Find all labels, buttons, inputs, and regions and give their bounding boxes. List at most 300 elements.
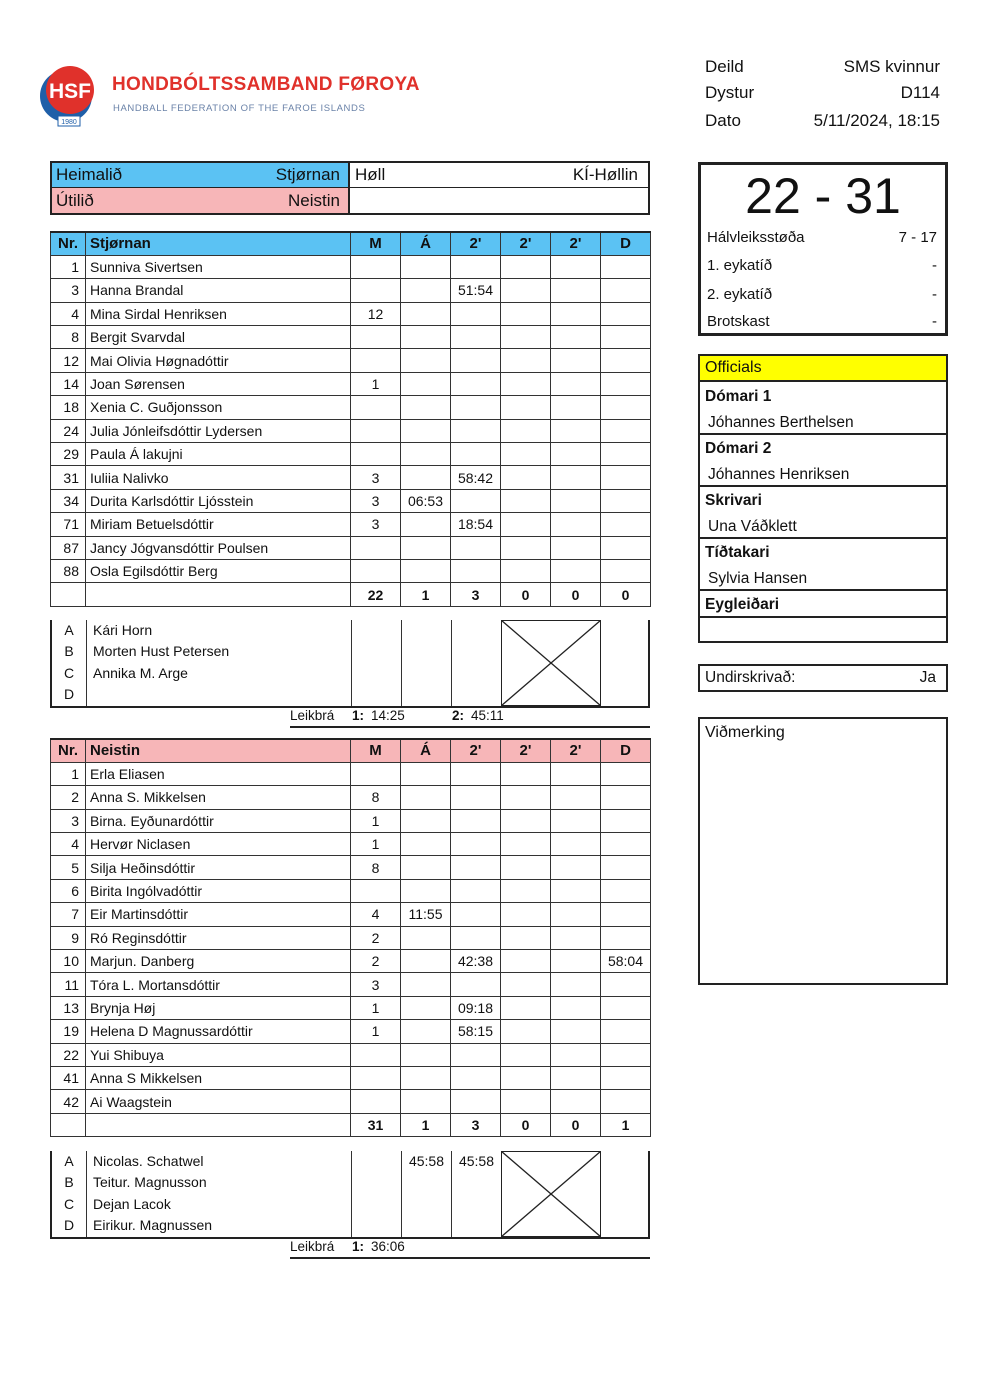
away-team: Neistin bbox=[288, 190, 340, 210]
player-suspension-2 bbox=[501, 255, 551, 278]
player-warning bbox=[401, 396, 451, 419]
player-goals bbox=[351, 443, 401, 466]
player-suspension-1 bbox=[451, 973, 501, 996]
player-suspension-1: 42:38 bbox=[451, 950, 501, 973]
team-official-name: Dejan Lacok bbox=[93, 1195, 171, 1212]
player-suspension-1 bbox=[451, 1090, 501, 1113]
timeout-1-value: 14:25 bbox=[371, 708, 405, 723]
player-suspension-1 bbox=[451, 1043, 501, 1066]
player-suspension-3 bbox=[551, 996, 601, 1019]
player-suspension-2 bbox=[501, 879, 551, 902]
official-letter: C bbox=[63, 664, 75, 681]
away-totals-row bbox=[51, 1113, 651, 1136]
player-warning bbox=[401, 326, 451, 349]
col-nr: Nr. bbox=[51, 739, 86, 762]
player-disqualification bbox=[601, 1066, 651, 1089]
player-warning bbox=[401, 559, 451, 582]
player-number: 9 bbox=[51, 926, 86, 949]
team-official-name: Eirikur. Magnussen bbox=[93, 1216, 213, 1233]
home-total-disq: 0 bbox=[601, 583, 651, 606]
meta-value: D114 bbox=[900, 83, 940, 102]
federation-name: HONDBÓLTSSAMBAND FØROYA bbox=[112, 74, 420, 95]
player-disqualification bbox=[601, 926, 651, 949]
player-warning bbox=[401, 466, 451, 489]
player-disqualification bbox=[601, 419, 651, 442]
player-warning bbox=[401, 996, 451, 1019]
hsf-emblem-icon bbox=[38, 60, 110, 132]
player-warning bbox=[401, 950, 451, 973]
player-suspension-1 bbox=[451, 926, 501, 949]
player-suspension-1 bbox=[451, 326, 501, 349]
player-suspension-1: 51:54 bbox=[451, 279, 501, 302]
player-warning: 06:53 bbox=[401, 489, 451, 512]
score-row-label: 1. eykatíð bbox=[707, 257, 773, 274]
crossed-out-box bbox=[501, 1151, 601, 1237]
player-name: Iuliia Nalivko bbox=[86, 466, 351, 489]
meta-match bbox=[705, 83, 940, 103]
player-name: Joan Sørensen bbox=[86, 372, 351, 395]
home-player-rows bbox=[51, 255, 651, 582]
remarks-box bbox=[698, 717, 948, 985]
player-suspension-3 bbox=[551, 856, 601, 879]
player-suspension-2 bbox=[501, 419, 551, 442]
signed-box bbox=[698, 664, 948, 692]
remarks-label: Viðmerking bbox=[705, 724, 785, 741]
meta-division bbox=[705, 57, 940, 77]
timeout-1-key: 1: bbox=[352, 708, 365, 723]
col-suspension-3: 2' bbox=[551, 739, 601, 762]
player-name: Anna S Mikkelsen bbox=[86, 1066, 351, 1089]
player-number: 14 bbox=[51, 372, 86, 395]
player-number: 24 bbox=[51, 419, 86, 442]
player-suspension-1 bbox=[451, 786, 501, 809]
player-disqualification: 58:04 bbox=[601, 950, 651, 973]
totals-blank bbox=[86, 1113, 351, 1136]
player-warning bbox=[401, 349, 451, 372]
player-disqualification bbox=[601, 559, 651, 582]
player-goals bbox=[351, 1066, 401, 1089]
player-number: 8 bbox=[51, 326, 86, 349]
player-suspension-2 bbox=[501, 1043, 551, 1066]
home-team: Stjørnan bbox=[275, 165, 340, 184]
col-goals: M bbox=[351, 739, 401, 762]
player-row bbox=[51, 833, 651, 856]
col-warning: Á bbox=[401, 232, 451, 255]
player-suspension-1: 58:42 bbox=[451, 466, 501, 489]
player-goals: 2 bbox=[351, 950, 401, 973]
federation-logo bbox=[38, 60, 420, 132]
player-suspension-2 bbox=[501, 1066, 551, 1089]
player-suspension-1 bbox=[451, 903, 501, 926]
player-warning bbox=[401, 1020, 451, 1043]
player-row bbox=[51, 326, 651, 349]
player-name: Erla Eliasen bbox=[86, 762, 351, 785]
col-suspension-2: 2' bbox=[501, 232, 551, 255]
home-roster-team-name: Stjørnan bbox=[86, 232, 351, 255]
player-suspension-3 bbox=[551, 326, 601, 349]
meta-value: SMS kvinnur bbox=[843, 57, 940, 76]
player-name: Silja Heðinsdóttir bbox=[86, 856, 351, 879]
player-name: Osla Egilsdóttir Berg bbox=[86, 559, 351, 582]
away-label: Útilið bbox=[56, 190, 94, 210]
player-number: 87 bbox=[51, 536, 86, 559]
player-goals: 3 bbox=[351, 489, 401, 512]
player-name: Jancy Jógvansdóttir Poulsen bbox=[86, 536, 351, 559]
player-suspension-2 bbox=[501, 326, 551, 349]
player-disqualification bbox=[601, 536, 651, 559]
player-suspension-2 bbox=[501, 466, 551, 489]
player-row bbox=[51, 349, 651, 372]
divider bbox=[700, 589, 946, 591]
player-name: Durita Karlsdóttir Ljósstein bbox=[86, 489, 351, 512]
player-suspension-3 bbox=[551, 973, 601, 996]
player-number: 22 bbox=[51, 1043, 86, 1066]
player-row bbox=[51, 926, 651, 949]
officials-title: Officials bbox=[700, 356, 946, 382]
timeout-label: Leikbrá bbox=[290, 708, 335, 723]
player-disqualification bbox=[601, 279, 651, 302]
player-row bbox=[51, 973, 651, 996]
col-warning: Á bbox=[401, 739, 451, 762]
player-number: 88 bbox=[51, 559, 86, 582]
player-row bbox=[51, 762, 651, 785]
official-role: Eygleiðari bbox=[705, 596, 780, 613]
player-row bbox=[51, 1043, 651, 1066]
home-totals-row bbox=[51, 583, 651, 606]
player-number: 10 bbox=[51, 950, 86, 973]
home-total-susp-1: 3 bbox=[451, 583, 501, 606]
player-suspension-3 bbox=[551, 1043, 601, 1066]
player-goals bbox=[351, 1043, 401, 1066]
player-number: 1 bbox=[51, 762, 86, 785]
meta-date bbox=[705, 111, 940, 131]
player-row bbox=[51, 1090, 651, 1113]
player-warning bbox=[401, 1066, 451, 1089]
player-suspension-3 bbox=[551, 466, 601, 489]
player-goals: 1 bbox=[351, 833, 401, 856]
player-suspension-1 bbox=[451, 879, 501, 902]
player-row bbox=[51, 302, 651, 325]
player-suspension-3 bbox=[551, 349, 601, 372]
score-row-label: Brotskast bbox=[707, 313, 770, 330]
player-suspension-2 bbox=[501, 1090, 551, 1113]
player-number: 2 bbox=[51, 786, 86, 809]
player-disqualification bbox=[601, 513, 651, 536]
official-letter: B bbox=[64, 643, 74, 660]
player-disqualification bbox=[601, 809, 651, 832]
official-name: Jóhannes Berthelsen bbox=[708, 414, 854, 431]
hall-label: Høll bbox=[355, 165, 386, 184]
player-warning bbox=[401, 419, 451, 442]
official-name: Una Váðklett bbox=[708, 518, 797, 535]
player-suspension-3 bbox=[551, 255, 601, 278]
official-role: Skrivari bbox=[705, 492, 762, 509]
player-name: Eir Martinsdóttir bbox=[86, 903, 351, 926]
player-row bbox=[51, 950, 651, 973]
player-row bbox=[51, 489, 651, 512]
away-total-susp-1: 3 bbox=[451, 1113, 501, 1136]
player-name: Ai Waagstein bbox=[86, 1090, 351, 1113]
player-warning bbox=[401, 302, 451, 325]
divider bbox=[351, 620, 352, 706]
player-row bbox=[51, 903, 651, 926]
player-suspension-3 bbox=[551, 396, 601, 419]
score-row-value: - bbox=[932, 286, 937, 303]
player-goals: 8 bbox=[351, 856, 401, 879]
player-row bbox=[51, 559, 651, 582]
player-suspension-3 bbox=[551, 950, 601, 973]
player-suspension-2 bbox=[501, 513, 551, 536]
player-warning bbox=[401, 279, 451, 302]
home-label: Heimalið bbox=[56, 165, 123, 184]
player-disqualification bbox=[601, 326, 651, 349]
player-suspension-3 bbox=[551, 786, 601, 809]
player-goals bbox=[351, 1090, 401, 1113]
meta-label: Dato bbox=[705, 111, 741, 130]
player-number: 4 bbox=[51, 833, 86, 856]
player-suspension-3 bbox=[551, 279, 601, 302]
player-warning bbox=[401, 443, 451, 466]
score-box bbox=[698, 162, 948, 336]
player-name: Julia Jónleifsdóttir Lydersen bbox=[86, 419, 351, 442]
player-goals bbox=[351, 255, 401, 278]
player-suspension-1: 58:15 bbox=[451, 1020, 501, 1043]
player-name: Yui Shibuya bbox=[86, 1043, 351, 1066]
away-roster-header bbox=[51, 739, 651, 762]
divider bbox=[700, 616, 946, 618]
player-suspension-3 bbox=[551, 513, 601, 536]
player-suspension-2 bbox=[501, 1020, 551, 1043]
player-number: 4 bbox=[51, 302, 86, 325]
player-suspension-2 bbox=[501, 396, 551, 419]
player-suspension-2 bbox=[501, 950, 551, 973]
official-letter: C bbox=[63, 1195, 75, 1212]
player-goals: 1 bbox=[351, 372, 401, 395]
player-number: 1 bbox=[51, 255, 86, 278]
teams-box bbox=[50, 161, 650, 215]
player-suspension-1 bbox=[451, 559, 501, 582]
divider bbox=[700, 433, 946, 435]
player-row bbox=[51, 536, 651, 559]
extra-time-2-row bbox=[707, 286, 937, 303]
player-number: 42 bbox=[51, 1090, 86, 1113]
logo-letters: HSF bbox=[49, 80, 91, 103]
player-number: 3 bbox=[51, 809, 86, 832]
player-goals bbox=[351, 349, 401, 372]
halftime-row bbox=[707, 229, 937, 246]
signed-value: Ja bbox=[919, 669, 936, 686]
col-suspension-3: 2' bbox=[551, 232, 601, 255]
player-number: 41 bbox=[51, 1066, 86, 1089]
team-official-name: Teitur. Magnusson bbox=[93, 1174, 207, 1191]
home-total-goals: 22 bbox=[351, 583, 401, 606]
player-row bbox=[51, 1066, 651, 1089]
player-name: Paula Á lakujni bbox=[86, 443, 351, 466]
player-number: 71 bbox=[51, 513, 86, 536]
player-name: Tóra L. Mortansdóttir bbox=[86, 973, 351, 996]
player-suspension-3 bbox=[551, 489, 601, 512]
player-warning bbox=[401, 879, 451, 902]
score-row-value: - bbox=[932, 313, 937, 330]
player-disqualification bbox=[601, 996, 651, 1019]
player-suspension-1: 18:54 bbox=[451, 513, 501, 536]
player-goals bbox=[351, 396, 401, 419]
col-disqualification: D bbox=[601, 232, 651, 255]
player-suspension-1 bbox=[451, 536, 501, 559]
divider bbox=[86, 1151, 87, 1237]
player-row bbox=[51, 513, 651, 536]
player-row bbox=[51, 279, 651, 302]
player-warning bbox=[401, 1043, 451, 1066]
team-official-name: Kári Horn bbox=[93, 622, 153, 638]
home-roster-header bbox=[51, 232, 651, 255]
official-name: Jóhannes Henriksen bbox=[708, 466, 850, 483]
official-role: Tíðtakari bbox=[705, 544, 770, 561]
divider bbox=[351, 1151, 352, 1237]
player-suspension-1 bbox=[451, 809, 501, 832]
final-score: 22 - 31 bbox=[745, 168, 901, 224]
player-warning bbox=[401, 856, 451, 879]
player-suspension-3 bbox=[551, 536, 601, 559]
logo-year: 1980 bbox=[61, 119, 77, 126]
timeout-1-key: 1: bbox=[352, 1239, 365, 1254]
player-suspension-3 bbox=[551, 1066, 601, 1089]
player-suspension-1 bbox=[451, 396, 501, 419]
player-suspension-1 bbox=[451, 856, 501, 879]
officials-panel bbox=[698, 354, 948, 643]
away-roster-team-name: Neistin bbox=[86, 739, 351, 762]
player-disqualification bbox=[601, 879, 651, 902]
player-goals bbox=[351, 559, 401, 582]
player-suspension-2 bbox=[501, 349, 551, 372]
col-disqualification: D bbox=[601, 739, 651, 762]
away-team-officials bbox=[50, 1151, 650, 1239]
away-total-goals: 31 bbox=[351, 1113, 401, 1136]
player-row bbox=[51, 809, 651, 832]
player-suspension-1 bbox=[451, 419, 501, 442]
player-number: 7 bbox=[51, 903, 86, 926]
player-suspension-2 bbox=[501, 489, 551, 512]
player-suspension-3 bbox=[551, 926, 601, 949]
player-number: 19 bbox=[51, 1020, 86, 1043]
player-disqualification bbox=[601, 1020, 651, 1043]
player-goals bbox=[351, 326, 401, 349]
player-name: Sunniva Sivertsen bbox=[86, 255, 351, 278]
player-suspension-1 bbox=[451, 443, 501, 466]
player-goals bbox=[351, 879, 401, 902]
player-suspension-2 bbox=[501, 279, 551, 302]
player-suspension-3 bbox=[551, 762, 601, 785]
federation-subtitle: HANDBALL FEDERATION OF THE FAROE ISLANDS bbox=[113, 103, 366, 114]
player-number: 3 bbox=[51, 279, 86, 302]
score-row-value: - bbox=[932, 257, 937, 274]
player-suspension-2 bbox=[501, 762, 551, 785]
player-warning bbox=[401, 809, 451, 832]
signed-label: Undirskrivað: bbox=[705, 669, 796, 686]
player-number: 34 bbox=[51, 489, 86, 512]
player-suspension-2 bbox=[501, 372, 551, 395]
penalty-shootout-row bbox=[707, 313, 937, 330]
player-goals bbox=[351, 279, 401, 302]
player-suspension-2 bbox=[501, 443, 551, 466]
player-disqualification bbox=[601, 302, 651, 325]
col-suspension-1: 2' bbox=[451, 739, 501, 762]
home-total-susp-2: 0 bbox=[501, 583, 551, 606]
player-row bbox=[51, 396, 651, 419]
player-name: Hanna Brandal bbox=[86, 279, 351, 302]
away-team-row bbox=[52, 188, 350, 213]
player-name: Ró Reginsdóttir bbox=[86, 926, 351, 949]
player-warning bbox=[401, 973, 451, 996]
away-roster-table bbox=[50, 738, 651, 1137]
player-warning bbox=[401, 1090, 451, 1113]
player-suspension-2 bbox=[501, 809, 551, 832]
player-suspension-1 bbox=[451, 489, 501, 512]
meta-value: 5/11/2024, 18:15 bbox=[813, 111, 940, 130]
col-suspension-1: 2' bbox=[451, 232, 501, 255]
col-suspension-2: 2' bbox=[501, 739, 551, 762]
player-name: Miriam Betuelsdóttir bbox=[86, 513, 351, 536]
player-suspension-2 bbox=[501, 996, 551, 1019]
away-total-susp-3: 0 bbox=[551, 1113, 601, 1136]
away-player-rows bbox=[51, 762, 651, 1113]
divider bbox=[86, 620, 87, 706]
player-suspension-2 bbox=[501, 559, 551, 582]
player-goals: 3 bbox=[351, 973, 401, 996]
player-warning bbox=[401, 255, 451, 278]
player-number: 31 bbox=[51, 466, 86, 489]
player-suspension-3 bbox=[551, 419, 601, 442]
player-disqualification bbox=[601, 856, 651, 879]
player-name: Birna. Eyðunardóttir bbox=[86, 809, 351, 832]
player-suspension-2 bbox=[501, 856, 551, 879]
away-total-disq: 1 bbox=[601, 1113, 651, 1136]
player-number: 11 bbox=[51, 973, 86, 996]
home-team-officials bbox=[50, 620, 650, 708]
player-name: Bergit Svarvdal bbox=[86, 326, 351, 349]
player-warning bbox=[401, 372, 451, 395]
player-disqualification bbox=[601, 833, 651, 856]
player-suspension-1 bbox=[451, 833, 501, 856]
player-goals: 12 bbox=[351, 302, 401, 325]
player-suspension-3 bbox=[551, 559, 601, 582]
player-suspension-3 bbox=[551, 443, 601, 466]
timeout-1-value: 36:06 bbox=[371, 1239, 405, 1254]
player-row bbox=[51, 466, 651, 489]
timeout-2-key: 2: bbox=[452, 708, 465, 723]
official-letter: A bbox=[64, 622, 74, 638]
away-total-warnings: 1 bbox=[401, 1113, 451, 1136]
hall-row bbox=[350, 163, 648, 188]
player-disqualification bbox=[601, 973, 651, 996]
player-suspension-3 bbox=[551, 372, 601, 395]
player-goals: 4 bbox=[351, 903, 401, 926]
player-warning bbox=[401, 513, 451, 536]
player-name: Anna S. Mikkelsen bbox=[86, 786, 351, 809]
official-role: Dómari 2 bbox=[705, 440, 772, 457]
player-suspension-2 bbox=[501, 536, 551, 559]
official-letter: A bbox=[64, 1153, 74, 1169]
player-suspension-1 bbox=[451, 372, 501, 395]
player-number: 18 bbox=[51, 396, 86, 419]
away-total-susp-2: 0 bbox=[501, 1113, 551, 1136]
meta-label: Dystur bbox=[705, 83, 755, 102]
player-name: Birita Ingólvadóttir bbox=[86, 879, 351, 902]
player-row bbox=[51, 786, 651, 809]
official-name: Sylvia Hansen bbox=[708, 570, 808, 587]
player-number: 6 bbox=[51, 879, 86, 902]
score-row-label: Hálvleiksstøða bbox=[707, 229, 805, 246]
